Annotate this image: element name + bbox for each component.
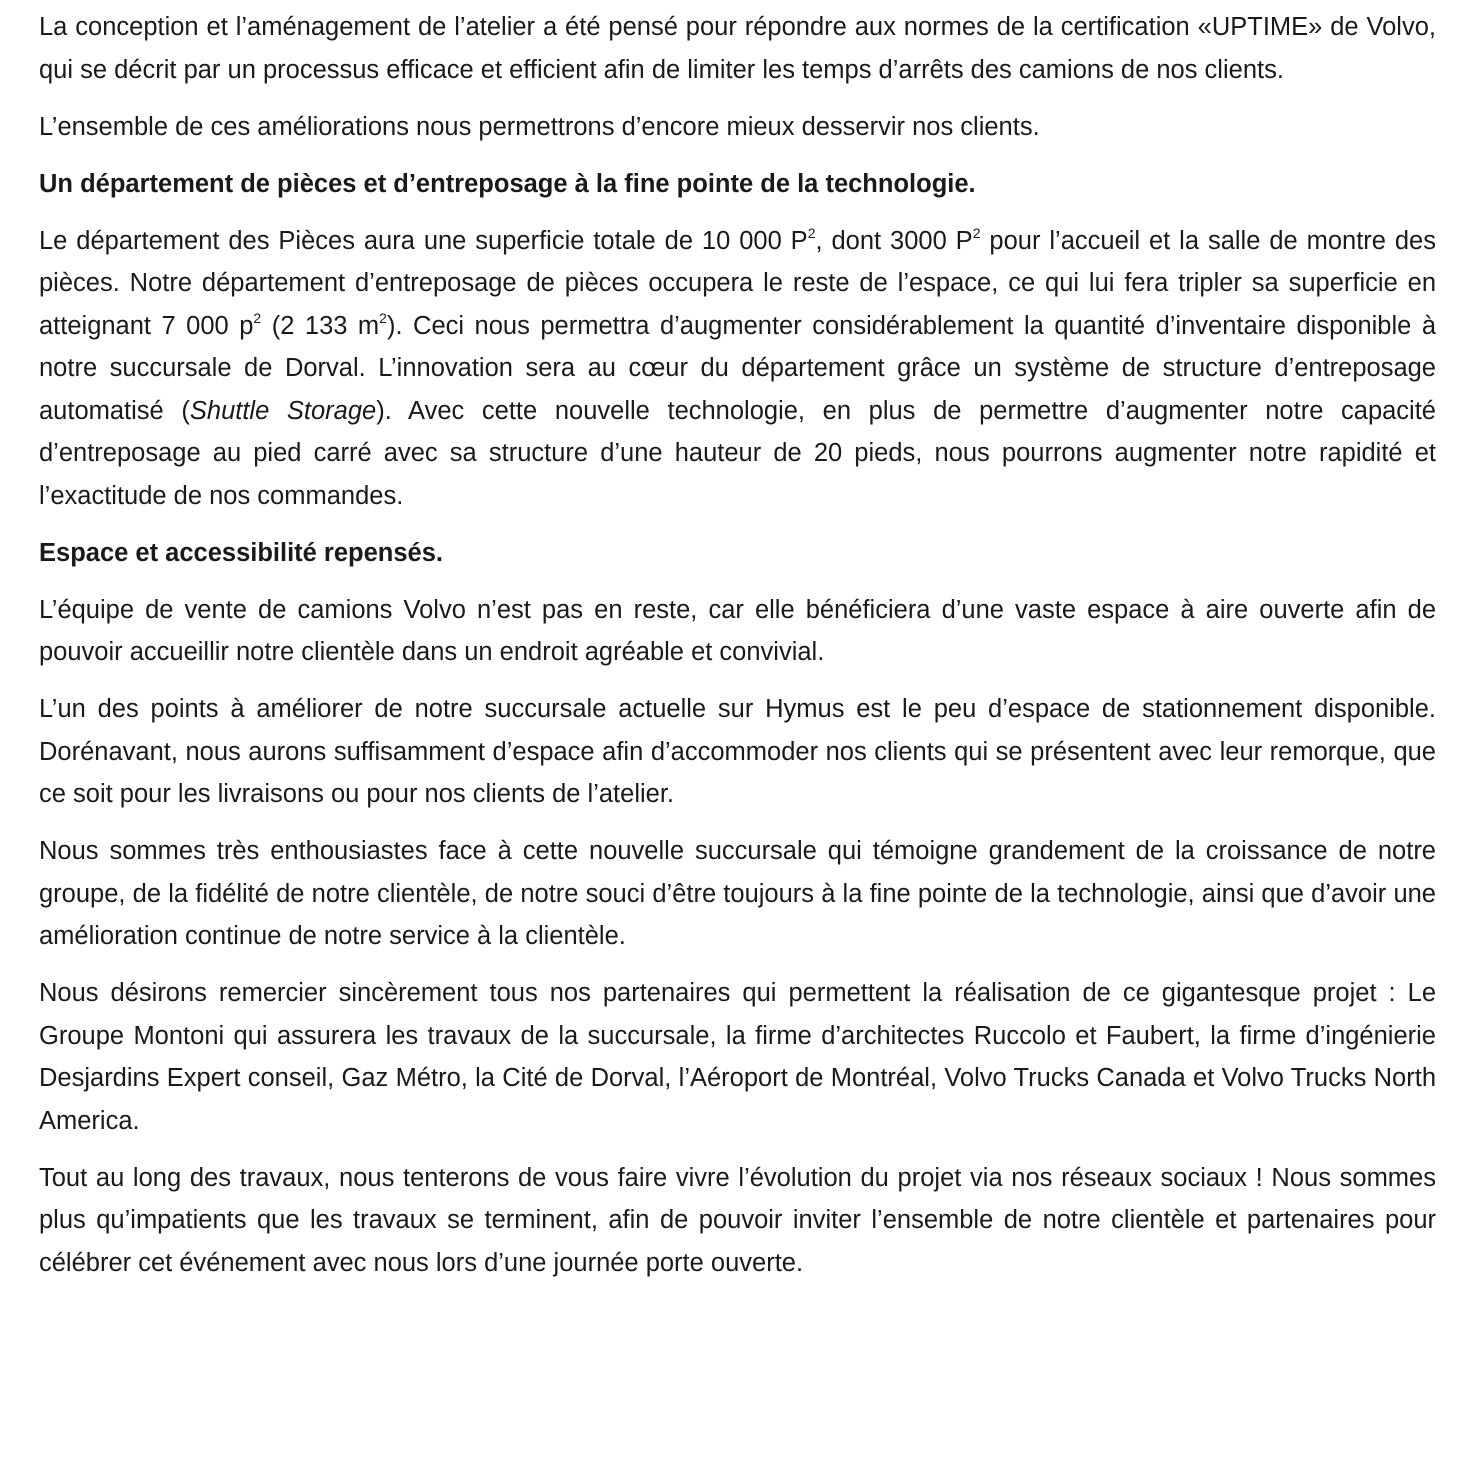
paragraph-sales-team: L’équipe de vente de camions Volvo n’est pas en reste, car elle bénéficiera d’une vaste espace à aire ouverte afin de pouvoir accueillir notre clientèle dans un endroit agréable et convivial. <box>39 595 1436 666</box>
paragraph-closing: Tout au long des travaux, nous tenterons de vous faire vivre l’évolution du projet via nos réseaux sociaux ! Nous sommes plus qu’impatients que les travaux se terminent, afin de pouvoir inviter l’ensemble de notre clientèle et partenaires pour célébrer cet événement avec nous lors d’une journée porte ouverte. <box>39 1163 1436 1277</box>
paragraph-uptime: La conception et l’aménagement de l’atelier a été pensé pour répondre aux normes de la certification «UPTIME» de Volvo, qui se décrit par un processus efficace et efficient afin de limiter les temps d’arrêts des camions de nos clients. <box>39 13 1436 84</box>
paragraph-parking: L’un des points à améliorer de notre succursale actuelle sur Hymus est le peu d’espace de stationnement disponible. Dorénavant, nous aurons suffisamment d’espace afin d’accommoder nos clients qui se présentent avec leur remorque, que ce soit pour les livraisons ou pour nos clients de l’atelier. <box>39 695 1436 808</box>
paragraph-parts-department <box>39 220 1436 518</box>
italic-term: Shuttle Storage <box>189 396 377 425</box>
text-segment: (2 133 m <box>261 311 380 340</box>
superscript: 2 <box>972 224 981 241</box>
superscript: 2 <box>253 309 262 326</box>
text-segment: , dont 3000 P <box>815 226 973 255</box>
superscript: 2 <box>379 309 387 326</box>
superscript: 2 <box>807 224 816 241</box>
text-segment: Le département des Pièces aura une superficie totale de 10 000 P <box>39 226 808 255</box>
heading-space-accessibility: Espace et accessibilité repensés. <box>39 538 443 567</box>
paragraph-partners: Nous désirons remercier sincèrement tous nos partenaires qui permettent la réalisation de ce gigantesque projet : Le Groupe Montoni qui assurera les travaux de la succursale, la firme d’architectes Ruccolo et Faubert, la firme d’ingénierie Desjardins Expert conseil, Gaz Métro, la Cité de Dorval, l’Aéroport de Montréal, Volvo Trucks Canada et Volvo Trucks North America. <box>39 979 1436 1135</box>
paragraph-enthusiasm: Nous sommes très enthousiastes face à cette nouvelle succursale qui témoigne grandement de la croissance de notre groupe, de la fidélité de notre clientèle, de notre souci d’être toujours à la fine pointe de la technologie, ainsi que d’avoir une amélioration continue de notre service à la clientèle. <box>39 837 1436 950</box>
paragraph-improvements: L’ensemble de ces améliorations nous permettrons d’encore mieux desservir nos clients. <box>39 112 1040 141</box>
text-segment: ). Ceci nous permettra d’augmenter considérablement la quantité d’inventaire disponible à notre succursale de Dorval. L’innovation sera au cœur du département grâce un système de structure d’entreposage automatisé ( <box>39 311 1436 425</box>
text-segment: pour l’accueil et la salle de montre des pièces. Notre département d’entreposage de pièces occupera le reste de l’espace, ce qui lui fera tripler sa superficie en atteignant 7 000 p <box>39 226 1436 340</box>
heading-parts-department: Un département de pièces et d’entreposage à la fine pointe de la technologie. <box>39 169 976 198</box>
text-segment: ). Avec cette nouvelle technologie, en plus de permettre d’augmenter notre capacité d’entreposage au pied carré avec sa structure d’une hauteur de 20 pieds, nous pourrons augmenter notre rapidité et l’exactitude de nos commandes. <box>39 396 1436 510</box>
document-page <box>39 6 1436 1299</box>
